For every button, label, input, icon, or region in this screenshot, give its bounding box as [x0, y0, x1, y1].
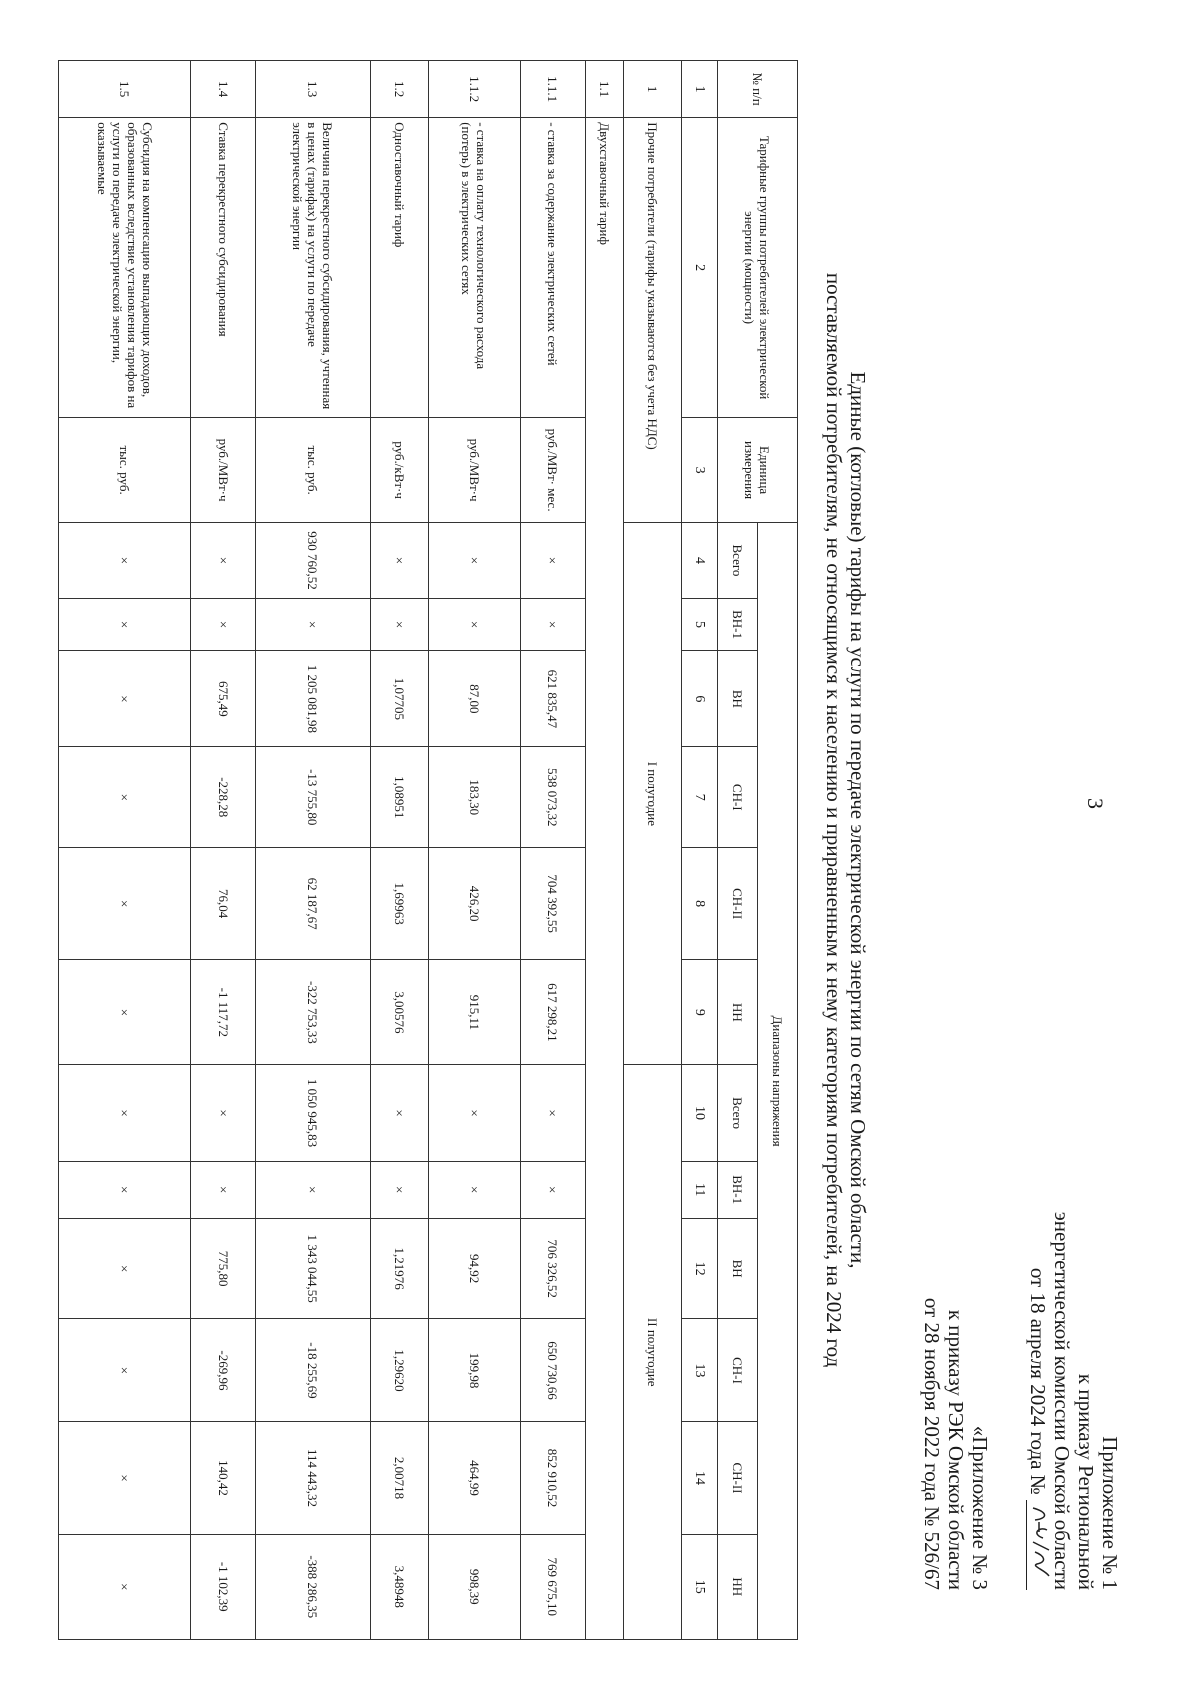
section-label: Прочие потребители (тарифы указываются без учета НДС) [623, 118, 681, 523]
half-year-2: II полугодие [623, 1065, 681, 1640]
row-value: × [59, 848, 191, 960]
row-no: 1.3 [256, 61, 370, 118]
row-value: × [428, 1161, 520, 1218]
row-value: 617 298,21 [520, 960, 585, 1065]
handwritten-number [1026, 1500, 1047, 1590]
header-col: СН-II [718, 848, 758, 960]
row-value: × [191, 1065, 256, 1161]
row-value: × [59, 960, 191, 1065]
row-value: 1,21976 [370, 1218, 428, 1319]
row-value: 769 675,10 [520, 1534, 585, 1639]
header-col: СН-I [718, 1319, 758, 1422]
header-col: НН [718, 1534, 758, 1639]
row-unit: руб./кВт·ч [370, 417, 428, 522]
row-value: 183,30 [428, 747, 520, 848]
row-value: 3,00576 [370, 960, 428, 1065]
row-name: Ставка перекрестного субсидирования [191, 118, 256, 418]
header-col: СН-I [718, 747, 758, 848]
row-value: 87,00 [428, 651, 520, 747]
row-value: × [256, 598, 370, 651]
section-row [623, 61, 681, 1640]
column-number: 8 [682, 848, 718, 960]
column-number: 10 [682, 1065, 718, 1161]
header-col: ВН-1 [718, 598, 758, 651]
half-year-1: I полугодие [623, 523, 681, 1065]
row-name: Величина перекрестного субсидирования, учтенная в ценах (тарифах) на услуги по передаче электрической энергии [256, 118, 370, 418]
table-row [256, 61, 370, 1640]
subsection-row [585, 61, 623, 1640]
title-line-1: Единые (котловые) тарифы на услуги по передаче электрической энергии по сетям Омской области, [846, 371, 870, 1269]
row-value: -322 753,33 [256, 960, 370, 1065]
row-value: -388 286,35 [256, 1534, 370, 1639]
row-value: × [428, 1065, 520, 1161]
row-name: Субсидия на компенсацию выпадающих доходов, образованных вследствие установления тарифов на услуги по передаче электрической энергии, оказываемые [59, 118, 191, 418]
row-value: × [370, 598, 428, 651]
document-title [822, 170, 870, 1470]
column-number: 12 [682, 1218, 718, 1319]
header-ranges: Диапазоны напряжения [758, 523, 798, 1640]
row-value: 775,80 [191, 1218, 256, 1319]
row-value: -13 755,80 [256, 747, 370, 848]
row-value: 621 835,47 [520, 651, 585, 747]
row-value: × [428, 598, 520, 651]
row-value: 426,20 [428, 848, 520, 960]
row-value: -228,28 [191, 747, 256, 848]
row-value: 2,00718 [370, 1422, 428, 1534]
section-no: 1 [623, 61, 681, 118]
row-value: 915,11 [428, 960, 520, 1065]
row-value: × [191, 1161, 256, 1218]
column-number: 5 [682, 598, 718, 651]
header-unit: Единица измерения [718, 417, 798, 522]
row-unit: руб./МВт·ч [191, 417, 256, 522]
row-value: -18 255,69 [256, 1319, 370, 1422]
row-value: × [59, 1534, 191, 1639]
row-value: 538 073,32 [520, 747, 585, 848]
row-value: 76,04 [191, 848, 256, 960]
row-value: × [59, 1218, 191, 1319]
row-value: 650 730,66 [520, 1319, 585, 1422]
subsection-label: Двухставочный тариф [585, 118, 623, 1640]
row-value: × [59, 1422, 191, 1534]
row-value: × [370, 523, 428, 599]
row-value: 464,99 [428, 1422, 520, 1534]
row-value: 3,48948 [370, 1534, 428, 1639]
row-value: × [520, 1065, 585, 1161]
title-line-2: поставляемой потребителям, не относящимся к населению и приравненным к нему категориям потребителей, на 2024 год [822, 272, 846, 1368]
header-group: Тарифные группы потребителей электрической энергии (мощности) [718, 118, 798, 418]
row-unit: тыс. руб. [59, 417, 191, 522]
row-name: - ставка на оплату технологического расхода (потерь) в электрических сетях [428, 118, 520, 418]
column-number: 7 [682, 747, 718, 848]
header-no: № п/п [718, 61, 798, 118]
tariff-table [58, 60, 798, 1640]
header-col: Всего [718, 523, 758, 599]
row-no: 1.4 [191, 61, 256, 118]
rotated-content [50, 20, 1140, 1660]
column-number: 13 [682, 1319, 718, 1422]
row-value: × [59, 651, 191, 747]
column-number: 4 [682, 523, 718, 599]
row-name: Одноставочный тариф [370, 118, 428, 418]
row-value: × [191, 523, 256, 599]
row-no: 1.1.2 [428, 61, 520, 118]
row-value: 140,42 [191, 1422, 256, 1534]
row-value: 1 343 044,55 [256, 1218, 370, 1319]
row-value: 675,49 [191, 651, 256, 747]
column-number: 14 [682, 1422, 718, 1534]
row-value: × [59, 747, 191, 848]
row-value: -1 117,72 [191, 960, 256, 1065]
row-value: × [59, 1065, 191, 1161]
appendix-line-1: Приложение № 1 [1098, 1436, 1122, 1590]
previous-appendix-line-3: от 28 ноября 2022 года № 526/67 [920, 1297, 944, 1590]
row-value: 114 443,32 [256, 1422, 370, 1534]
row-value: × [59, 598, 191, 651]
header-col: СН-II [718, 1422, 758, 1534]
column-number: 6 [682, 651, 718, 747]
table-row [428, 61, 520, 1640]
table-row [370, 61, 428, 1640]
row-value: 1,69963 [370, 848, 428, 960]
row-no: 1.5 [59, 61, 191, 118]
row-value: × [520, 1161, 585, 1218]
row-value: 704 392,55 [520, 848, 585, 960]
row-value: 930 760,52 [256, 523, 370, 599]
row-value: × [59, 523, 191, 599]
header-col: ВН-1 [718, 1161, 758, 1218]
row-no: 1.2 [370, 61, 428, 118]
row-value: 1 050 945,83 [256, 1065, 370, 1161]
table-row [191, 61, 256, 1640]
page-number: 3 [1083, 798, 1108, 809]
row-value: × [370, 1065, 428, 1161]
row-value: 94,92 [428, 1218, 520, 1319]
row-value: 199,98 [428, 1319, 520, 1422]
column-number: 9 [682, 960, 718, 1065]
row-unit: тыс. руб. [256, 417, 370, 522]
previous-appendix-line-1: «Приложение № 3 [968, 1425, 992, 1590]
previous-appendix-block [920, 890, 992, 1590]
row-value: 1,07705 [370, 651, 428, 747]
row-no: 1.1.1 [520, 61, 585, 118]
column-number: 1 [682, 61, 718, 118]
row-value: 62 187,67 [256, 848, 370, 960]
row-value: -269,96 [191, 1319, 256, 1422]
table-row [59, 61, 191, 1640]
appendix-line-4 [1026, 890, 1050, 1590]
row-value: 1,08951 [370, 747, 428, 848]
row-value: -1 102,39 [191, 1534, 256, 1639]
previous-appendix-line-2: к приказу РЭК Омской области [944, 1309, 968, 1590]
appendix-line-2: к приказу Региональной [1074, 1373, 1098, 1590]
row-value: 998,39 [428, 1534, 520, 1639]
column-number: 2 [682, 118, 718, 418]
row-unit: руб./МВт· мес. [520, 417, 585, 522]
row-value: × [256, 1161, 370, 1218]
table-row [520, 61, 585, 1640]
row-value: × [370, 1161, 428, 1218]
row-unit: руб./МВт·ч [428, 417, 520, 522]
row-value: 706 326,52 [520, 1218, 585, 1319]
appendix-block [1026, 890, 1122, 1590]
column-number: 11 [682, 1161, 718, 1218]
header-col: ВН [718, 1218, 758, 1319]
row-value: × [520, 523, 585, 599]
header-col: ВН [718, 651, 758, 747]
row-value: × [59, 1319, 191, 1422]
appendix-line-3: энергетической комиссии Омской области [1050, 1211, 1074, 1590]
row-value: × [428, 523, 520, 599]
row-value: × [191, 598, 256, 651]
row-value: × [59, 1161, 191, 1218]
column-number: 3 [682, 417, 718, 522]
subsection-no: 1.1 [585, 61, 623, 118]
column-number: 15 [682, 1534, 718, 1639]
row-value: 1 205 081,98 [256, 651, 370, 747]
numbering-row [682, 61, 718, 1640]
header-col: Всего [718, 1065, 758, 1161]
row-value: × [520, 598, 585, 651]
appendix-date: от 18 апреля 2024 года № [1026, 1267, 1050, 1495]
header-col: НН [718, 960, 758, 1065]
row-name: - ставка за содержание электрических сетей [520, 118, 585, 418]
row-value: 1,29620 [370, 1319, 428, 1422]
row-value: 852 910,52 [520, 1422, 585, 1534]
